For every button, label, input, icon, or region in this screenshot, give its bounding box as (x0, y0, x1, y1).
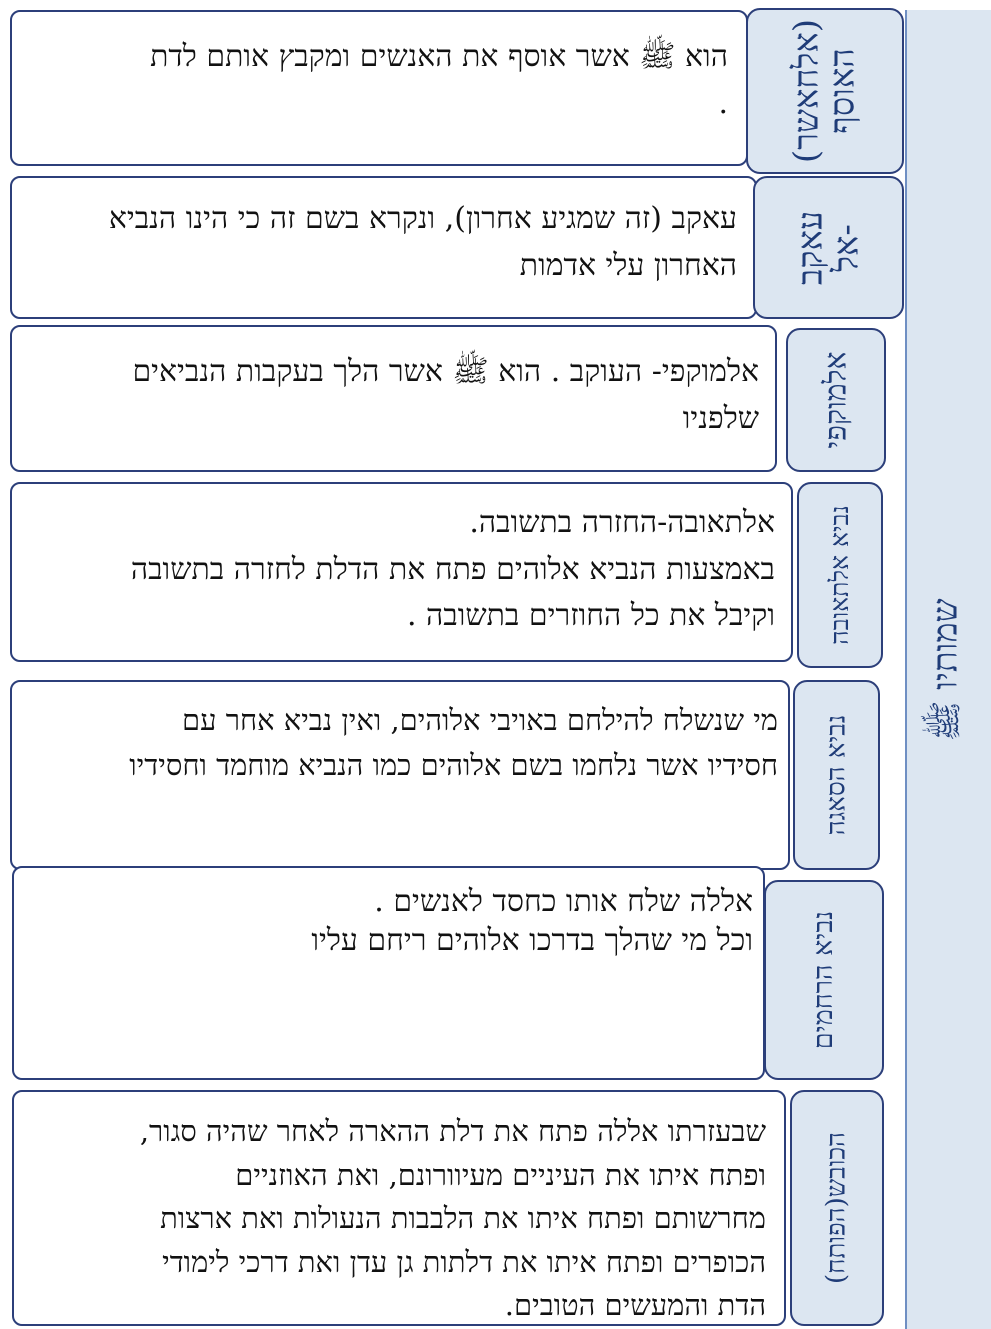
entry-tab-label: עאקב אל- (789, 210, 866, 285)
entry-tab (753, 176, 904, 319)
sidebar-panel (905, 10, 991, 1329)
entry-text: שבעזרתו אללה פתח את דלת ההארה לאחר שהיה סגור, ופתח איתו את העיניים מעיוורונם, ואת האוזניים מחרשותם ופתח איתו את הלבבות הנעולות ואת ארצות הכופרים ופתח איתו את דלתות גן עדן ואת דרכי לימודי הדת והמעשים הטובים. (139, 1114, 766, 1322)
sidebar-title: שמותיו ﷺ (925, 597, 966, 742)
entry-card (10, 680, 790, 870)
entry-tab-label: הכובש(הפותח) (821, 1131, 852, 1285)
entry-card (12, 866, 765, 1080)
entry-text: מי שנשלח להילחם באויבי אלוהים, ואין נביא אחר עם חסידיו אשר נלחמו בשם אלוהים כמו הנביא מוחמד וחסידיו (129, 703, 778, 782)
entry-tab-label: נביא אלתאובה (824, 505, 854, 645)
entry-text: הוא ﷺ אשר אוסף את האנשים ומקבץ אותם לדת . (150, 39, 728, 121)
entry-text: אללה שלח אותו כחסד לאנשים . וכל מי שהלך בדרכו אלוהים ריחם עליו (311, 884, 753, 958)
entry-tab-label: נביא הסאגה (820, 714, 851, 836)
entry-card (10, 176, 757, 319)
entry-tab (746, 8, 904, 174)
entry-tab-label: נביא הרחמים (807, 910, 839, 1050)
entry-tab (764, 880, 884, 1080)
entry-text: אלמוקפי- העוקב . הוא ﷺ אשר הלך בעקבות הנביאים שלפניו (132, 354, 759, 436)
entry-card (10, 10, 748, 166)
entry-tab (786, 328, 886, 472)
entry-tab-label: אלמוקפי (818, 351, 854, 449)
entry-card (12, 1090, 786, 1326)
entry-card (10, 325, 777, 472)
entry-text: אלתאובה-החזרה בתשובה. באמצעות הנביא אלוהים פתח את הדלת לחזרה בתשובה וקיבל את כל החוזרים בתשובה . (130, 505, 775, 633)
entry-tab (790, 1090, 884, 1326)
entry-tab (797, 482, 883, 668)
entry-text: עאקב (זה שמגיע אחרון), ונקרא בשם זה כי הינו הנביא האחרון עלי אדמות (108, 201, 737, 283)
entry-tab-label: (אלחאשר) האוסף (786, 18, 862, 164)
entry-tab (793, 680, 880, 870)
entry-card (10, 482, 793, 662)
